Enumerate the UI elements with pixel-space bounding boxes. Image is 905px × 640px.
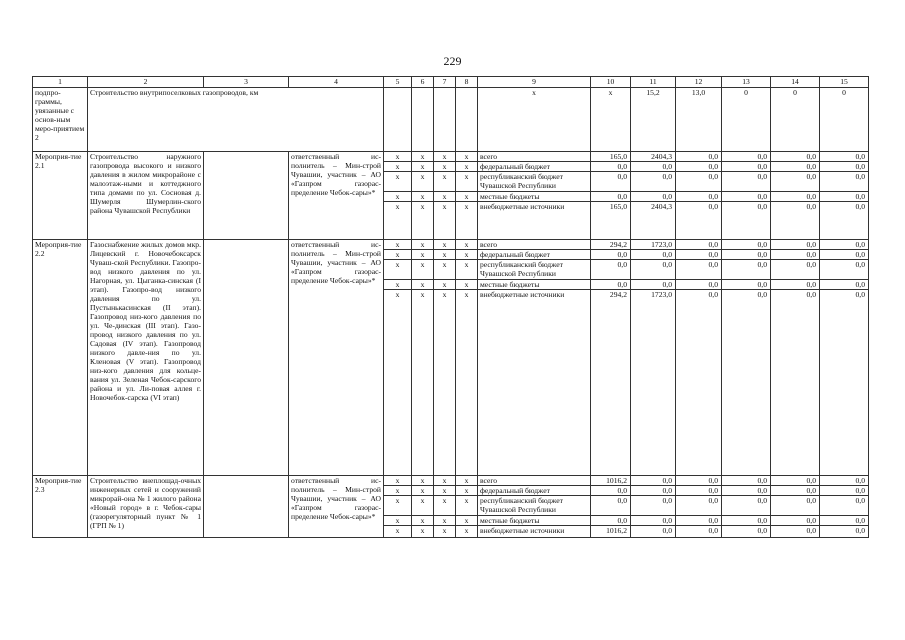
- funding-source: внебюджетные источники: [478, 526, 591, 538]
- measure-col3: [204, 240, 289, 476]
- value-cell-v12: 0,0: [676, 496, 722, 516]
- value-cell-v11: 0,0: [631, 172, 676, 192]
- code-cell-c6: х: [412, 172, 434, 192]
- code-cell-c6: х: [412, 516, 434, 526]
- code-cell-c7: х: [434, 290, 456, 476]
- value-cell-v10: 0,0: [591, 516, 631, 526]
- value-cell-v11: 0,0: [631, 516, 676, 526]
- code-cell-c6: х: [412, 202, 434, 240]
- value-cell-v11: 1723,0: [631, 240, 676, 250]
- value-cell-v14: 0,0: [771, 526, 820, 538]
- value-cell-v12: 0,0: [676, 172, 722, 192]
- code-cell-c7: х: [434, 192, 456, 202]
- value-cell-v10: 165,0: [591, 202, 631, 240]
- measure-executor: ответственный ис-полнитель – Мин-строй Чувашии, участник – АО «Газпром газорас-пределение Чебок-сары»*: [289, 152, 384, 240]
- col-num-8: 8: [456, 77, 478, 88]
- code-cell-c7: х: [434, 496, 456, 516]
- code-cell-c8: х: [456, 192, 478, 202]
- code-cell-c6: х: [412, 526, 434, 538]
- value-cell-v12: 0,0: [676, 260, 722, 280]
- funding-source: всего: [478, 152, 591, 162]
- code-cell-c6: х: [412, 152, 434, 162]
- funding-source: местные бюджеты: [478, 280, 591, 290]
- value-cell-v14: 0,0: [771, 240, 820, 250]
- funding-source: всего: [478, 476, 591, 486]
- subprogram-col11: 15,2: [631, 88, 676, 152]
- value-cell-v12: 0,0: [676, 516, 722, 526]
- code-cell-c7: х: [434, 152, 456, 162]
- value-cell-v12: 0,0: [676, 202, 722, 240]
- value-cell-v10: 0,0: [591, 250, 631, 260]
- code-cell-c8: х: [456, 496, 478, 516]
- value-cell-v11: 0,0: [631, 192, 676, 202]
- measure-description: Газоснабжение жилых домов мкр. Лицевский г. Новочебоксарск Чуваш-ской Республики. Газопро-вод низкого давления по ул. Нагорная, ул. Цыганка-синская (I этап). Газопро-вод низкого давления по ул. Пустынькасинская (II этап). Газопровод низ-кого давления по ул. Че-динская (III этап). Газо-провод низкого давления по ул. Садовая (IV этап). Газопровод низкого давле-ния по ул. Кленовая (V этап). Газопровод низ-кого давления для кольце-вания ул. Зеленая Чебок-сарского района и ул. Ли-повая аллея г. Новочебок-сарска (VI этап): [88, 240, 204, 476]
- funding-source: всего: [478, 240, 591, 250]
- value-cell-v13: 0,0: [722, 192, 771, 202]
- value-cell-v12: 0,0: [676, 240, 722, 250]
- value-cell-v12: 0,0: [676, 280, 722, 290]
- funding-source: федеральный бюджет: [478, 250, 591, 260]
- code-cell-c5: х: [384, 192, 412, 202]
- value-cell-v10: 0,0: [591, 192, 631, 202]
- value-cell-v11: 0,0: [631, 486, 676, 496]
- value-cell-v15: 0,0: [820, 486, 869, 496]
- code-cell-c8: х: [456, 290, 478, 476]
- subprogram-title: Строительство внутрипоселковых газопроводов, км: [88, 88, 384, 152]
- code-cell-c8: х: [456, 526, 478, 538]
- code-cell-c5: х: [384, 250, 412, 260]
- funding-source: республиканский бюджет Чувашской Республики: [478, 172, 591, 192]
- value-cell-v10: 0,0: [591, 486, 631, 496]
- value-cell-v10: 0,0: [591, 260, 631, 280]
- value-cell-v15: 0,0: [820, 152, 869, 162]
- value-cell-v15: 0,0: [820, 516, 869, 526]
- value-cell-v13: 0,0: [722, 486, 771, 496]
- funding-row: [33, 240, 869, 250]
- col-num-2: 2: [88, 77, 204, 88]
- col-num-13: 13: [722, 77, 771, 88]
- value-cell-v14: 0,0: [771, 162, 820, 172]
- code-cell-c6: х: [412, 496, 434, 516]
- value-cell-v13: 0,0: [722, 476, 771, 486]
- code-cell-c5: х: [384, 240, 412, 250]
- value-cell-v12: 0,0: [676, 526, 722, 538]
- col-num-15: 15: [820, 77, 869, 88]
- value-cell-v14: 0,0: [771, 280, 820, 290]
- value-cell-v11: 0,0: [631, 162, 676, 172]
- code-cell-c7: х: [434, 280, 456, 290]
- value-cell-v14: 0,0: [771, 172, 820, 192]
- value-cell-v12: 0,0: [676, 290, 722, 476]
- measure-id: Мероприя-тие 2.2: [33, 240, 88, 476]
- value-cell-v14: 0,0: [771, 516, 820, 526]
- subprogram-col12: 13,0: [676, 88, 722, 152]
- value-cell-v13: 0,0: [722, 162, 771, 172]
- code-cell-c7: х: [434, 172, 456, 192]
- col-num-3: 3: [204, 77, 289, 88]
- value-cell-v14: 0,0: [771, 192, 820, 202]
- value-cell-v14: 0,0: [771, 152, 820, 162]
- value-cell-v10: 294,2: [591, 240, 631, 250]
- code-cell-c8: х: [456, 240, 478, 250]
- value-cell-v10: 0,0: [591, 496, 631, 516]
- value-cell-v10: 165,0: [591, 152, 631, 162]
- value-cell-v15: 0,0: [820, 290, 869, 476]
- value-cell-v15: 0,0: [820, 260, 869, 280]
- value-cell-v10: 1016,2: [591, 526, 631, 538]
- col-num-14: 14: [771, 77, 820, 88]
- col-num-10: 10: [591, 77, 631, 88]
- code-cell-c8: х: [456, 516, 478, 526]
- subprogram-col13: 0: [722, 88, 771, 152]
- funding-source: федеральный бюджет: [478, 162, 591, 172]
- value-cell-v15: 0,0: [820, 162, 869, 172]
- value-cell-v11: 1723,0: [631, 290, 676, 476]
- code-cell-c8: х: [456, 152, 478, 162]
- measure-description: Строительство внеплощад-очных инженерных сетей и сооружений микрорай-она № 1 жилого района «Новый город» в г. Чебок-сары (газорегуляторный пункт № 1 (ГРП № 1): [88, 476, 204, 538]
- code-cell-c6: х: [412, 290, 434, 476]
- code-cell-c8: х: [456, 250, 478, 260]
- measure-executor: ответственный ис-полнитель – Мин-строй Чувашии, участник – АО «Газпром газорас-пределение Чебок-сары»*: [289, 476, 384, 538]
- measure-description: Строительство наружного газопровода высокого и низкого давления в жилом микрорайоне с малоэтаж-ными и коттеджного типа домами по ул. Сосновая д. Шумерля Шумерлин-ского района Чувашской Республики: [88, 152, 204, 240]
- value-cell-v13: 0,0: [722, 202, 771, 240]
- measure-id: Мероприя-тие 2.1: [33, 152, 88, 240]
- code-cell-c5: х: [384, 496, 412, 516]
- value-cell-v14: 0,0: [771, 202, 820, 240]
- table-body: [33, 77, 869, 538]
- code-cell-c5: х: [384, 526, 412, 538]
- code-cell-c8: х: [456, 202, 478, 240]
- col-num-7: 7: [434, 77, 456, 88]
- value-cell-v13: 0,0: [722, 240, 771, 250]
- value-cell-v12: 0,0: [676, 476, 722, 486]
- subprogram-col10: х: [591, 88, 631, 152]
- code-cell-c7: х: [434, 240, 456, 250]
- value-cell-v12: 0,0: [676, 486, 722, 496]
- column-number-row: [33, 77, 869, 88]
- value-cell-v10: 0,0: [591, 162, 631, 172]
- value-cell-v11: 0,0: [631, 496, 676, 516]
- code-cell-c7: х: [434, 526, 456, 538]
- funding-source: местные бюджеты: [478, 516, 591, 526]
- code-cell-c5: х: [384, 476, 412, 486]
- value-cell-v13: 0,0: [722, 172, 771, 192]
- subprogram-row: [33, 88, 869, 152]
- code-cell-c5: х: [384, 290, 412, 476]
- code-cell-c6: х: [412, 280, 434, 290]
- value-cell-v15: 0,0: [820, 250, 869, 260]
- value-cell-v15: 0,0: [820, 192, 869, 202]
- funding-row: [33, 152, 869, 162]
- col-num-5: 5: [384, 77, 412, 88]
- code-cell-c8: х: [456, 486, 478, 496]
- code-cell-c8: х: [456, 476, 478, 486]
- value-cell-v11: 2404,3: [631, 152, 676, 162]
- funding-source: местные бюджеты: [478, 192, 591, 202]
- code-cell-c5: х: [384, 172, 412, 192]
- code-cell-c7: х: [434, 202, 456, 240]
- measure-col3: [204, 152, 289, 240]
- value-cell-v12: 0,0: [676, 162, 722, 172]
- code-cell-c5: х: [384, 202, 412, 240]
- value-cell-v13: 0,0: [722, 496, 771, 516]
- funding-source: республиканский бюджет Чувашской Республики: [478, 260, 591, 280]
- value-cell-v13: 0,0: [722, 250, 771, 260]
- value-cell-v10: 294,2: [591, 290, 631, 476]
- code-cell-c6: х: [412, 162, 434, 172]
- value-cell-v13: 0,0: [722, 260, 771, 280]
- value-cell-v11: 0,0: [631, 476, 676, 486]
- value-cell-v14: 0,0: [771, 476, 820, 486]
- value-cell-v11: 0,0: [631, 280, 676, 290]
- value-cell-v12: 0,0: [676, 192, 722, 202]
- value-cell-v14: 0,0: [771, 486, 820, 496]
- value-cell-v15: 0,0: [820, 496, 869, 516]
- measure-id: Мероприя-тие 2.3: [33, 476, 88, 538]
- code-cell-c8: х: [456, 172, 478, 192]
- value-cell-v12: 0,0: [676, 250, 722, 260]
- value-cell-v15: 0,0: [820, 240, 869, 250]
- value-cell-v13: 0,0: [722, 290, 771, 476]
- value-cell-v11: 2404,3: [631, 202, 676, 240]
- value-cell-v10: 1016,2: [591, 476, 631, 486]
- value-cell-v14: 0,0: [771, 496, 820, 516]
- col-num-11: 11: [631, 77, 676, 88]
- value-cell-v15: 0,0: [820, 202, 869, 240]
- code-cell-c8: х: [456, 280, 478, 290]
- funding-source: республиканский бюджет Чувашской Республики: [478, 496, 591, 516]
- value-cell-v13: 0,0: [722, 526, 771, 538]
- subprogram-col14: 0: [771, 88, 820, 152]
- col-num-6: 6: [412, 77, 434, 88]
- value-cell-v15: 0,0: [820, 526, 869, 538]
- funding-source: федеральный бюджет: [478, 486, 591, 496]
- code-cell-c7: х: [434, 476, 456, 486]
- code-cell-c5: х: [384, 486, 412, 496]
- code-cell-c6: х: [412, 192, 434, 202]
- code-cell-c7: х: [434, 260, 456, 280]
- funding-source: внебюджетные источники: [478, 290, 591, 476]
- col-num-12: 12: [676, 77, 722, 88]
- funding-row: [33, 476, 869, 486]
- code-cell-c7: х: [434, 250, 456, 260]
- code-cell-c5: х: [384, 152, 412, 162]
- code-cell-c5: х: [384, 280, 412, 290]
- value-cell-v15: 0,0: [820, 476, 869, 486]
- value-cell-v15: 0,0: [820, 172, 869, 192]
- value-cell-v13: 0,0: [722, 516, 771, 526]
- code-cell-c6: х: [412, 476, 434, 486]
- col-num-9: 9: [478, 77, 591, 88]
- code-cell-c8: х: [456, 162, 478, 172]
- value-cell-v11: 0,0: [631, 250, 676, 260]
- measure-col3: [204, 476, 289, 538]
- col-num-4: 4: [289, 77, 384, 88]
- value-cell-v11: 0,0: [631, 260, 676, 280]
- subprogram-col15: 0: [820, 88, 869, 152]
- program-table: [32, 76, 869, 538]
- value-cell-v13: 0,0: [722, 280, 771, 290]
- subprogram-col9: х: [478, 88, 591, 152]
- code-cell-c6: х: [412, 260, 434, 280]
- value-cell-v14: 0,0: [771, 250, 820, 260]
- value-cell-v13: 0,0: [722, 152, 771, 162]
- value-cell-v12: 0,0: [676, 152, 722, 162]
- value-cell-v10: 0,0: [591, 280, 631, 290]
- code-cell-c6: х: [412, 250, 434, 260]
- code-cell-c7: х: [434, 162, 456, 172]
- funding-source: внебюджетные источники: [478, 202, 591, 240]
- value-cell-v14: 0,0: [771, 260, 820, 280]
- value-cell-v15: 0,0: [820, 280, 869, 290]
- value-cell-v14: 0,0: [771, 290, 820, 476]
- code-cell-c6: х: [412, 486, 434, 496]
- code-cell-c5: х: [384, 516, 412, 526]
- value-cell-v11: 0,0: [631, 526, 676, 538]
- code-cell-c6: х: [412, 240, 434, 250]
- value-cell-v10: 0,0: [591, 172, 631, 192]
- code-cell-c7: х: [434, 486, 456, 496]
- code-cell-c5: х: [384, 162, 412, 172]
- subprogram-label: подпро-граммы, увязанные с основ-ным меро-приятием 2: [33, 88, 88, 152]
- code-cell-c8: х: [456, 260, 478, 280]
- code-cell-c7: х: [434, 516, 456, 526]
- measure-executor: ответственный ис-полнитель – Мин-строй Чувашии, участник – АО «Газпром газорас-пределение Чебок-сары»*: [289, 240, 384, 476]
- col-num-1: 1: [33, 77, 88, 88]
- code-cell-c5: х: [384, 260, 412, 280]
- page-number: 229: [443, 54, 462, 68]
